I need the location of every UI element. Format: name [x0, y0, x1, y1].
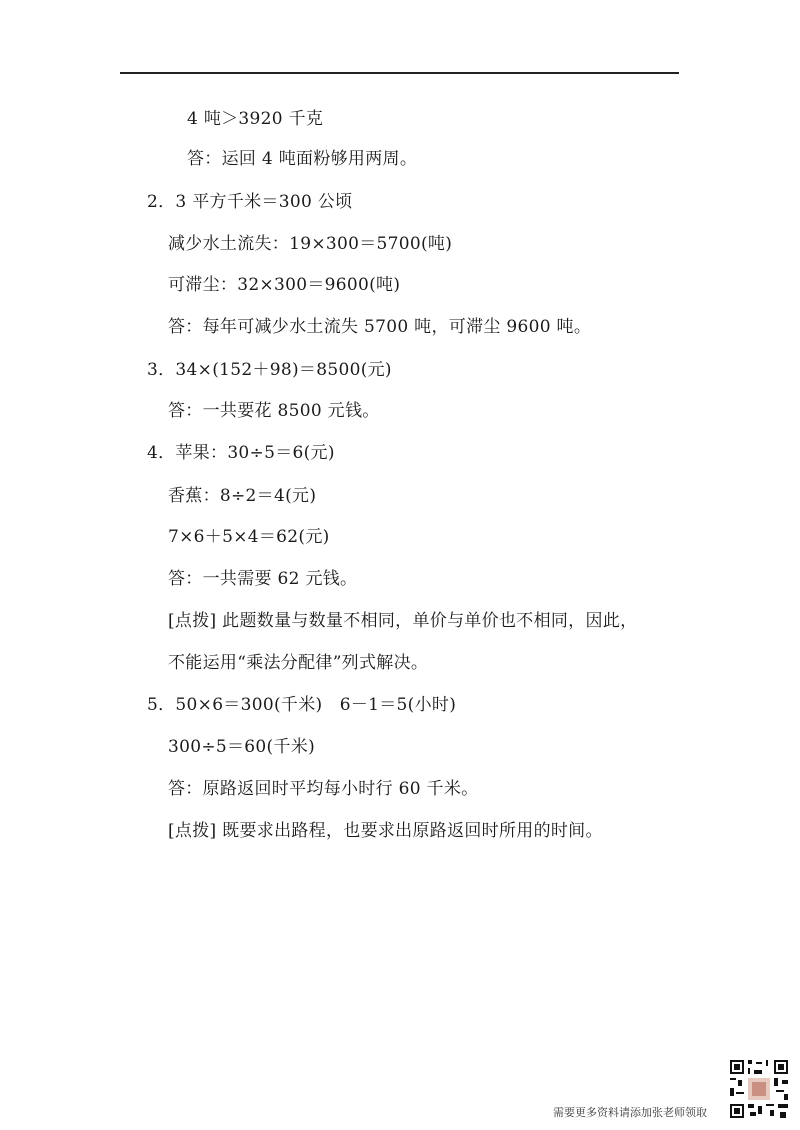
footer-note: 需要更多资料请添加张老师领取	[553, 1106, 707, 1119]
line-11: 7×6＋5×4＝62(元)	[168, 527, 330, 547]
line-4: 减少水土流失：19×300＝5700(吨)	[168, 234, 453, 254]
line-16: 300÷5＝60(千米)	[168, 737, 316, 757]
line-7: 3．34×(152＋98)＝8500(元)	[147, 360, 392, 380]
line-5: 可滞尘：32×300＝9600(吨)	[168, 275, 401, 295]
top-divider	[120, 72, 679, 74]
line-8: 答：一共要花 8500 元钱。	[168, 401, 380, 421]
line-15: 5．50×6＝300(千米) 6－1＝5(小时)	[147, 695, 457, 715]
line-10: 香蕉：8÷2＝4(元)	[168, 486, 317, 506]
line-14: 不能运用“乘法分配律”列式解决。	[168, 653, 429, 673]
line-17: 答：原路返回时平均每小时行 60 千米。	[168, 779, 479, 799]
line-2: 答：运回 4 吨面粉够用两周。	[187, 149, 418, 169]
line-9: 4．苹果：30÷5＝6(元)	[147, 443, 335, 463]
line-1: 4 吨＞3920 千克	[187, 109, 324, 129]
line-6: 答：每年可减少水土流失 5700 吨，可滞尘 9600 吨。	[168, 317, 592, 337]
line-3: 2．3 平方千米＝300 公顷	[147, 192, 353, 212]
line-18: [点拨] 既要求出路程，也要求出原路返回时所用的时间。	[168, 821, 603, 841]
line-12: 答：一共需要 62 元钱。	[168, 569, 358, 589]
line-13: [点拨] 此题数量与数量不相同，单价与单价也不相同，因此，	[168, 611, 638, 631]
qr-code-icon	[728, 1058, 790, 1120]
